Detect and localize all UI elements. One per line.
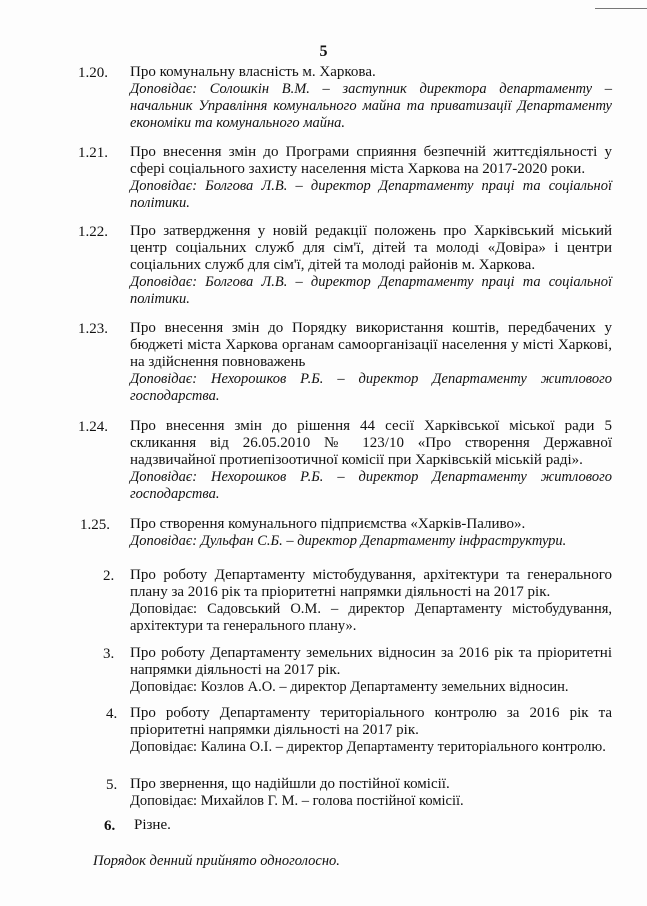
item-title: Про роботу Департаменту містобудування, архітектури та генерального плану за 2016 рік та пріоритетні напрямки діяльності на 2017 рік. <box>130 567 612 600</box>
item-speaker: Доповідає: Калина О.І. – директор Департаменту територіального контролю. <box>130 739 606 755</box>
item-speaker: Доповідає: Нехорошков Р.Б. – директор Департаменту житлового господарства. <box>130 371 612 404</box>
item-speaker: Доповідає: Нехорошков Р.Б. – директор Департаменту житлового господарства. <box>130 469 612 502</box>
item-speaker: Доповідає: Михайлов Г. М. – голова постійної комісії. <box>130 793 464 809</box>
item-title: Про внесення змін до Програми сприяння безпечній життєдіяльності у сфері соціального захисту населення міста Харкова на 2017-2020 роки. <box>130 144 612 177</box>
item-number: 6. <box>104 818 116 834</box>
closing-note: Порядок денний прийнято одноголосно. <box>93 853 340 869</box>
item-speaker: Доповідає: Болгова Л.В. – директор Департаменту праці та соціальної політики. <box>130 274 612 307</box>
item-number: 4. <box>106 706 118 722</box>
item-speaker: Доповідає: Садовський О.М. – директор Департаменту містобудування, архітектури та генерального плану». <box>130 601 612 634</box>
item-number: 5. <box>106 777 118 793</box>
scan-edge-mark <box>595 8 647 9</box>
item-number: 1.24. <box>78 419 108 435</box>
item-number: 2. <box>103 568 115 584</box>
item-title: Про роботу Департаменту земельних відносин за 2016 рік та пріоритетні напрямки діяльності на 2017 рік. <box>130 645 612 678</box>
item-title: Про звернення, що надійшли до постійної комісії. <box>130 776 450 792</box>
item-title: Різне. <box>134 817 171 833</box>
item-title: Про внесення змін до рішення 44 сесії Харківської міської ради 5 скликання від 26.05.2010 № 123/10 «Про створення Державної надзвичайної протиепізоотичної комісії при Харківській міській раді». <box>130 418 612 468</box>
item-number: 1.23. <box>78 321 108 337</box>
item-speaker: Доповідає: Болгова Л.В. – директор Департаменту праці та соціальної політики. <box>130 178 612 211</box>
item-title: Про внесення змін до Порядку використання коштів, передбачених у бюджеті міста Харкова органам самоорганізації населення у місті Харкові, на здійснення повноважень <box>130 320 612 370</box>
item-number: 1.22. <box>78 224 108 240</box>
item-title: Про роботу Департаменту територіального контролю за 2016 рік та пріоритетні напрямки діяльності на 2017 рік. <box>130 705 612 738</box>
item-number: 1.20. <box>78 65 108 81</box>
item-title: Про затвердження у новій редакції положень про Харківський міський центр соціальних служб для сім'ї, дітей та молоді «Довіра» і центри соціальних служб для сім'ї, дітей та молоді районів м. Харкова. <box>130 223 612 273</box>
page-number: 5 <box>319 43 328 60</box>
item-title: Про комунальну власність м. Харкова. <box>130 64 376 80</box>
item-speaker: Доповідає: Дульфан С.Б. – директор Департаменту інфраструктури. <box>130 533 567 549</box>
item-speaker: Доповідає: Солошкін В.М. – заступник директора департаменту – начальник Управління комунального майна та приватизації Департаменту економіки та комунального майна. <box>130 81 612 131</box>
item-title: Про створення комунального підприємства «Харків-Паливо». <box>130 516 526 532</box>
item-speaker: Доповідає: Козлов А.О. – директор Департаменту земельних відносин. <box>130 679 569 695</box>
item-number: 1.25. <box>80 517 110 533</box>
item-number: 1.21. <box>78 145 108 161</box>
item-number: 3. <box>103 646 115 662</box>
